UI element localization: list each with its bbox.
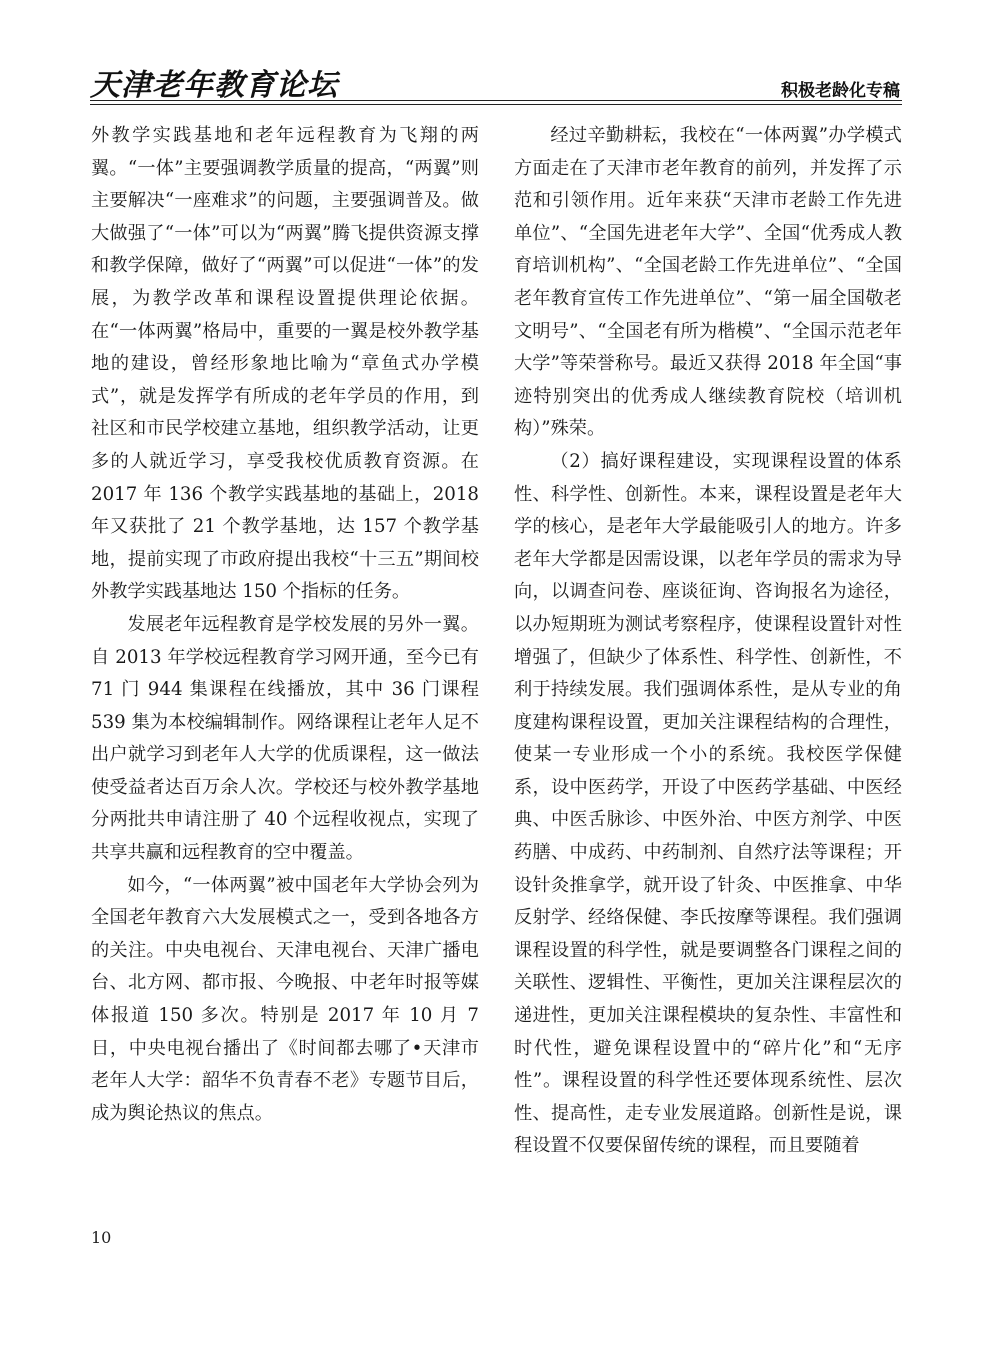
paragraph: 发展老年远程教育是学校发展的另外一翼。自 2013 年学校远程教育学习网开通，至今已有 71 门 944 集课程在线播放，其中 36 门课程 539 集为本校编辑制作。网络课程让老年人足不出户就学习到老年人大学的优质课程，这一做法使受益者达百万余人次。学校还与校外教学基地分两批共申请注册了 40 个远程收视点，实现了共享共赢和远程教育的空中覆盖。 [91,613,479,864]
paragraph: 外教学实践基地和老年远程教育为飞翔的两翼。“一体”主要强调教学质量的提高，“两翼”则主要解决“一座难求”的问题，主要强调普及。做大做强了“一体”可以为“两翼”腾飞提供资源支撑和教学保障，做好了“两翼”可以促进“一体”的发展，为教学改革和课程设置提供理论依据。在“一体两翼”格局中，重要的一翼是校外教学基地的建设，曾经形象地比喻为“章鱼式办学模式”，就是发挥学有所成的老年学员的作用，到社区和市民学校建立基地，组织教学活动，让更多的人就近学习，享受我校优质教育资源。在 2017 年 136 个教学实践基地的基础上，2018 年又获批了 21 个教学基地，达 157 个教学基地，提前实现了市政府提出我校“十三五”期间校外教学实践基地达 150 个指标的任务。 [91,125,479,603]
header-rule-thin [90,104,902,105]
journal-masthead: 天津老年教育论坛 [90,68,338,103]
left-column [91,120,479,1130]
paragraph: （2）搞好课程建设，实现课程设置的体系性、科学性、创新性。本来，课程设置是老年大学的核心，是老年大学最能吸引人的地方。许多老年大学都是因需设课，以老年学员的需求为导向，以调查问卷、座谈征询、咨询报名为途径，以办短期班为测试考察程序，使课程设置针对性增强了，但缺少了体系性、科学性、创新性，不利于持续发展。我们强调体系性，是从专业的角度建构课程设置，更加关注课程结构的合理性，使某一专业形成一个小的系统。我校医学保健系，设中医药学，开设了中医药学基础、中医经典、中医舌脉诊、中医外治、中医方剂学、中医药膳、中成药、中药制剂、自然疗法等课程；开设针灸推拿学，就开设了针灸、中医推拿、中华反射学、经络保健、李氏按摩等课程。我们强调课程设置的科学性，就是要调整各门课程之间的关联性、逻辑性、平衡性，更加关注课程层次的递进性，更加关注课程模块的复杂性、丰富性和时代性，避免课程设置中的“碎片化”和“无序性”。课程设置的科学性还要体现系统性、层次性、提高性，走专业发展道路。创新性是说，课程设置不仅要保留传统的课程，而且要随着 [514,450,902,1157]
page-header [0,0,992,110]
paragraph: 经过辛勤耕耘，我校在“一体两翼”办学模式方面走在了天津市老年教育的前列，并发挥了示范和引领作用。近年来获“天津市老龄工作先进单位”、“全国先进老年大学”、全国“优秀成人教育培训机构”、“全国老龄工作先进单位”、“全国老年教育宣传工作先进单位”、“第一届全国敬老文明号”、“全国老有所为楷模”、“全国示范老年大学”等荣誉称号。最近又获得 2018 年全国“事迹特别突出的优秀成人继续教育院校（培训机构）”殊荣。 [514,125,902,440]
page-number: 10 [91,1228,112,1247]
paragraph: 如今，“一体两翼”被中国老年大学协会列为全国老年教育六大发展模式之一，受到各地各方的关注。中央电视台、天津电视台、天津广播电台、北方网、都市报、今晚报、中老年时报等媒体报道 150 多次。特别是 2017 年 10 月 7 日，中央电视台播出了《时间都去哪了•天津市老年人大学：韶华不负青春不老》专题节目后，成为舆论热议的焦点。 [91,874,479,1124]
section-title: 积极老龄化专稿 [781,81,900,101]
right-column [514,120,902,1163]
header-rule [90,100,902,101]
